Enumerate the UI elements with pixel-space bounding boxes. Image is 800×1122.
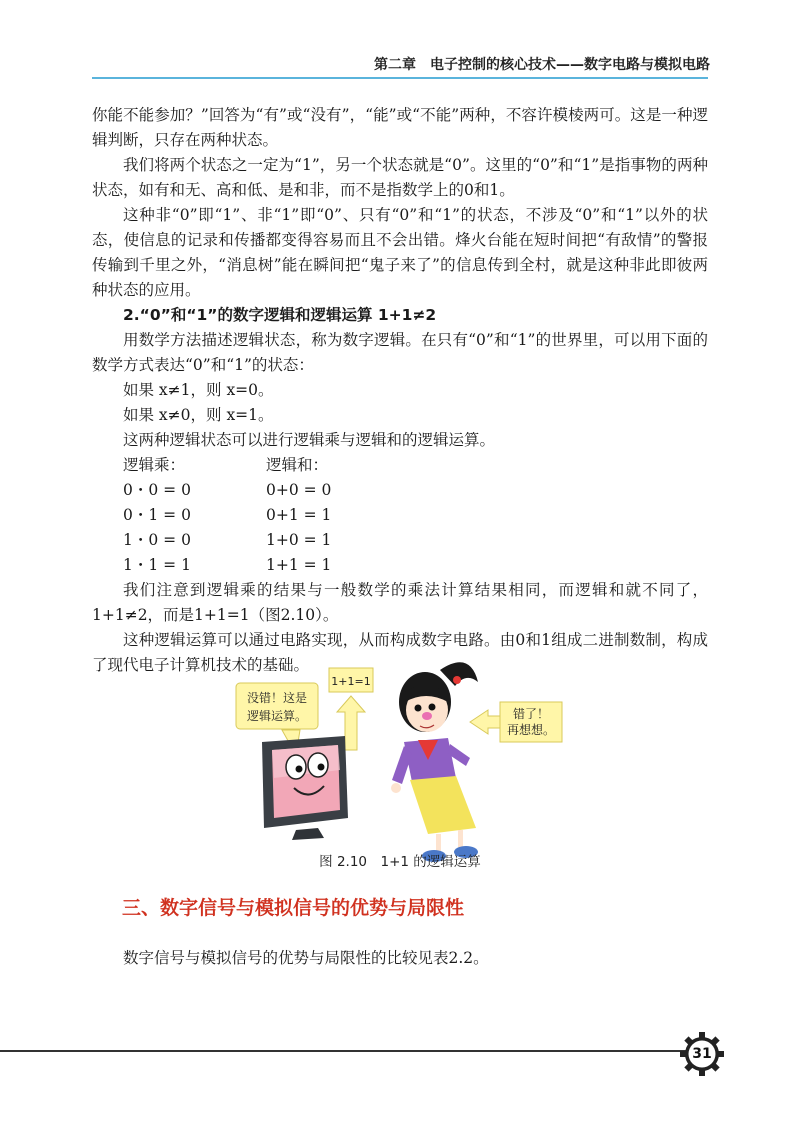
section-heading: 三、数字信号与模拟信号的优势与局限性	[122, 897, 465, 919]
page-number: 31	[692, 1046, 712, 1062]
header-rule	[92, 77, 708, 79]
monitor-speech-bubble	[236, 683, 318, 729]
logic-table-header	[92, 453, 708, 478]
logic-mul-cell: 1・0 = 0	[123, 531, 191, 549]
formula-line: 如果 x≠0，则 x=1。	[123, 406, 274, 424]
figure-caption: 图 2.10 1+1 的逻辑运算	[319, 854, 481, 870]
logic-mul-cell: 1・1 = 1	[123, 556, 191, 574]
logic-add-cell: 1+0 = 1	[266, 531, 332, 549]
sign-text: 1+1=1	[331, 675, 371, 688]
left-arrow-icon	[470, 710, 500, 734]
logic-table-row	[92, 503, 708, 528]
bubble-girl-line1: 错了！	[512, 707, 550, 721]
logic-mul-header: 逻辑乘：	[123, 456, 186, 474]
paragraph: 我们注意到逻辑乘的结果与一般数学的乘法计算结果相同，而逻辑和就不同了，1+1≠2，而是1+1=1（图2.10）。	[92, 581, 708, 624]
paragraph: 数字信号与模拟信号的优势与局限性的比较见表2.2。	[123, 948, 489, 967]
girl-speech-bubble	[500, 702, 562, 742]
monitor-character	[262, 736, 348, 840]
logic-add-cell: 1+1 = 1	[266, 556, 332, 574]
formula-line: 如果 x≠1，则 x=0。	[123, 381, 274, 399]
bubble-monitor-line2: 逻辑运算。	[246, 709, 308, 723]
sign-bubble	[329, 668, 373, 692]
figure-illustration	[0, 650, 800, 870]
logic-mul-cell: 0・1 = 0	[123, 506, 191, 524]
paragraph: 你能不能参加？”回答为“有”或“没有”，“能”或“不能”两种，不容许模棱两可。这是一种逻辑判断，只存在两种状态。	[92, 106, 708, 149]
logic-add-header: 逻辑和：	[266, 456, 329, 474]
bubble-girl-line2: 再想想。	[506, 723, 556, 737]
girl-character	[391, 662, 478, 862]
paragraph: 这两种逻辑状态可以进行逻辑乘与逻辑和的逻辑运算。	[123, 431, 496, 449]
footer-rule	[0, 1050, 700, 1052]
paragraph: 这种逻辑运算可以通过电路实现，从而构成数字电路。由0和1组成二进制数制，构成了现代电子计算机技术的基础。	[92, 631, 708, 674]
closing-paragraph	[92, 930, 708, 986]
logic-add-cell: 0+0 = 0	[266, 481, 332, 499]
logic-table-row	[92, 478, 708, 503]
main-content	[92, 103, 708, 678]
logic-mul-cell: 0・0 = 0	[123, 481, 191, 499]
subsection-heading: 2.“0”和“1”的数字逻辑和逻辑运算 1+1≠2	[123, 306, 437, 324]
paragraph: 用数学方法描述逻辑状态，称为数字逻辑。在只有“0”和“1”的世界里，可以用下面的数学方式表达“0”和“1”的状态：	[92, 331, 708, 374]
logic-table-row	[92, 528, 708, 553]
chapter-header: 第二章 电子控制的核心技术——数字电路与模拟电路	[374, 57, 710, 73]
logic-add-cell: 0+1 = 1	[266, 506, 332, 524]
paragraph: 我们将两个状态之一定为“1”，另一个状态就是“0”。这里的“0”和“1”是指事物的两种状态，如有和无、高和低、是和非，而不是指数学上的0和1。	[92, 156, 708, 199]
logic-table-row	[92, 553, 708, 578]
paragraph: 这种非“0”即“1”、非“1”即“0”、只有“0”和“1”的状态，不涉及“0”和“1”以外的状态，使信息的记录和传播都变得容易而且不会出错。烽火台能在短时间把“有敌情”的警报传输到千里之外，“消息树”能在瞬间把“鬼子来了”的信息传到全村，就是这种非此即彼两种状态的应用。	[92, 206, 708, 299]
bubble-monitor-line1: 没错！这是	[246, 691, 308, 705]
